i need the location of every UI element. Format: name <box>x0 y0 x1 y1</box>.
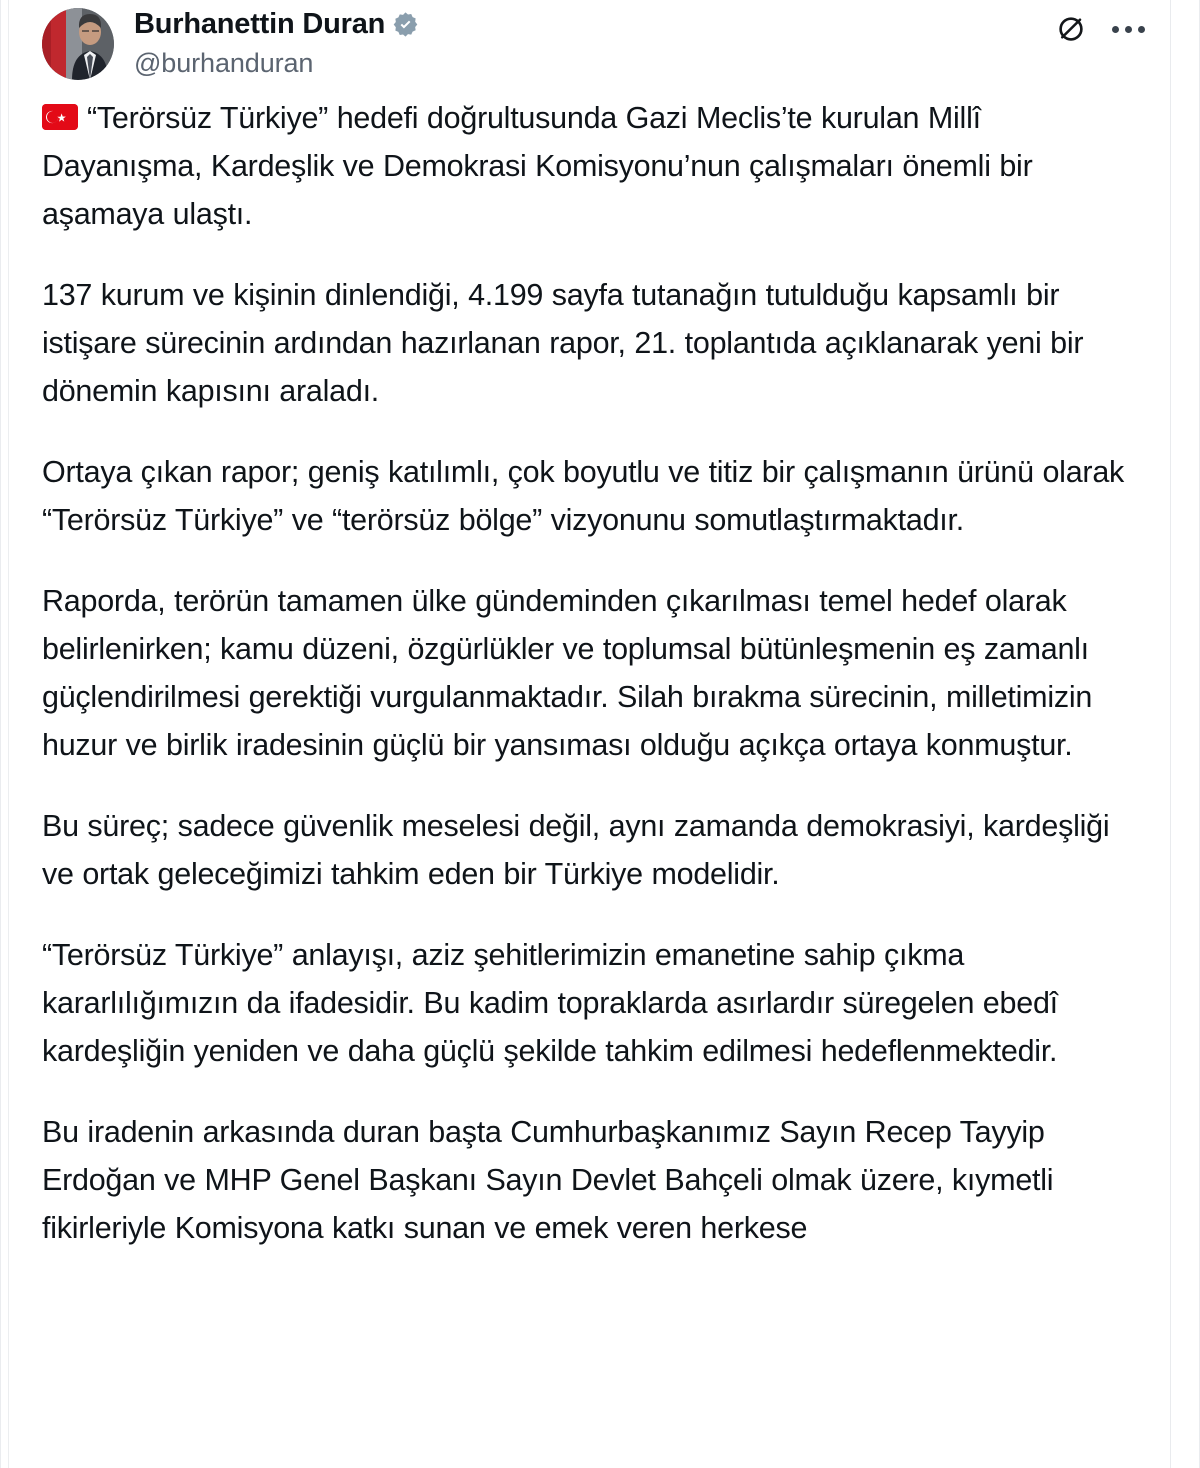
post-paragraph-1-text: “Terörsüz Türkiye” hedefi doğrultusunda Gazi Meclis’te kurulan Millî Dayanışma, Kardeşlik ve Demokrasi Komisyonu’nun çalışmaları önemli bir aşamaya ulaştı. <box>42 101 1033 231</box>
post-paragraph-6: “Terörsüz Türkiye” anlayışı, aziz şehitlerimizin emanetine sahip çıkma kararlılığımızın da ifadesidir. Bu kadim topraklarda asırlardır süregelen ebedî kardeşliğin yeniden ve daha güçlü şekilde tahkim edilmesi hedeflenmektedir. <box>42 938 1058 1068</box>
post-header <box>9 0 1169 82</box>
post-text <box>9 82 1132 1252</box>
author-display-name[interactable]: Burhanettin Duran <box>134 8 386 40</box>
post-paragraph-4: Raporda, terörün tamamen ülke gündeminden çıkarılması temel hedef olarak belirlenirken; kamu düzeni, özgürlükler ve toplumsal bütünleşmenin eş zamanlı güçlendirilmesi gerektiği vurgulanmaktadır. Silah bırakma sürecinin, milletimizin huzur ve birlik iradesinin güçlü bir yansıması olduğu açıkça ortaya konmuştur. <box>42 584 1093 762</box>
grok-icon[interactable] <box>1054 12 1088 46</box>
author-name-row <box>134 10 419 39</box>
author-handle[interactable]: @burhanduran <box>134 48 314 78</box>
turkish-flag-icon <box>42 104 78 130</box>
post-paragraph-2: 137 kurum ve kişinin dinlendiği, 4.199 sayfa tutanağın tutulduğu kapsamlı bir istişare sürecinin ardından hazırlanan rapor, 21. toplantıda açıklanarak yeni bir dönemin kapısını araladı. <box>42 278 1084 408</box>
author-identity <box>134 8 419 79</box>
header-actions <box>1054 12 1147 46</box>
post-paragraph-7: Bu iradenin arkasında duran başta Cumhurbaşkanımız Sayın Recep Tayyip Erdoğan ve MHP Genel Başkanı Sayın Devlet Bahçeli olmak üzere, kıymetli fikirleriyle Komisyona katkı sunan ve emek veren herkese <box>42 1115 1054 1245</box>
card-left-border <box>8 0 9 1468</box>
card-right-border <box>1170 0 1171 1468</box>
avatar[interactable] <box>42 8 114 80</box>
post-paragraph-5: Bu süreç; sadece güvenlik meselesi değil, aynı zamanda demokrasiyi, kardeşliği ve ortak geleceğimizi tahkim eden bir Türkiye modelidir. <box>42 809 1110 891</box>
post-paragraph-3: Ortaya çıkan rapor; geniş katılımlı, çok boyutlu ve titiz bir çalışmanın ürünü olarak “Terörsüz Türkiye” ve “terörsüz bölge” vizyonunu somutlaştırmaktadır. <box>42 455 1125 537</box>
more-options-icon[interactable] <box>1110 18 1147 41</box>
post-paragraph-1 <box>42 94 1132 238</box>
verified-badge-icon[interactable] <box>392 11 419 38</box>
